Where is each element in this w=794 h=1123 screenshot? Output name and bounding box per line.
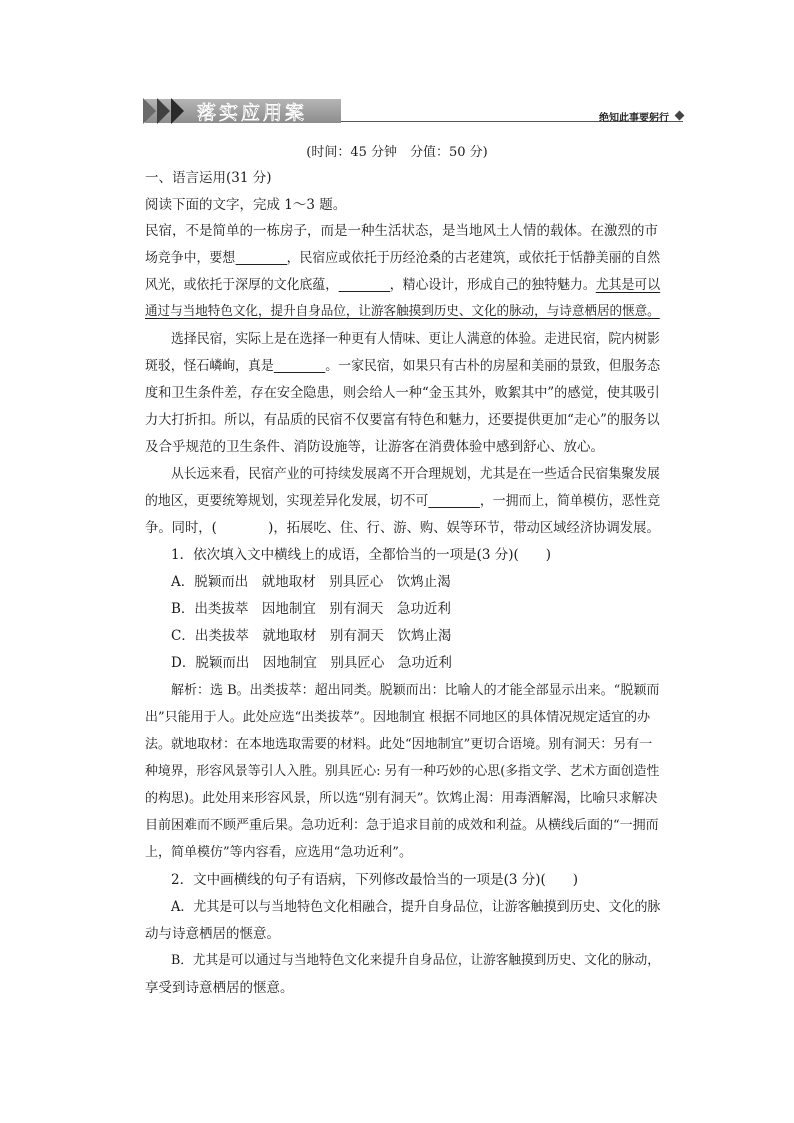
chevron-icon (171, 98, 184, 124)
question-1-option-b: B．出类拔萃 因地制宜 别有洞天 急功近利 (171, 601, 451, 617)
banner-title: 落实应用案 (197, 102, 308, 124)
passage-line (145, 222, 658, 240)
passage-text: 场竞争中，要想 (145, 250, 236, 266)
section-banner (145, 96, 683, 126)
passage-text: ，一拥而上，简单模仿，恶性竞 (479, 493, 661, 509)
analysis-line: 的构思)。此处用来形容风景，所以选“别有洞天”。饮鸩止渴：用毒酒解渴，比喻只求解决 (145, 791, 658, 806)
passage-text: 风光，或依托于深厚的文化底蕴， (145, 277, 339, 293)
analysis-line: 种境界，形容风景等引人入胜。别具匠心: 另有一种巧妙的心思(多指文学、艺术方面创造性 (145, 764, 660, 779)
passage-line (145, 249, 660, 267)
passage-line: 选择民宿，实际上是在选择一种更有人情味、更让人满意的体验。走进民宿，院内树影 (171, 331, 660, 347)
question-2-option-a-cont: 动与诗意栖居的惬意。 (145, 926, 280, 942)
chevron-icon (157, 98, 170, 124)
passage-line (145, 519, 660, 537)
section-heading: 一、语言运用(31 分) (145, 170, 272, 186)
passage-text: 斑驳，怪石嶙峋，真是 (145, 358, 274, 374)
underlined-sentence: 通过与当地特色文化，提升自身品位，让游客触摸到历史、文化的脉动，与诗意栖居的惬意。 (145, 304, 660, 319)
passage-text: ，民宿应或依托于历经沧桑的古老建筑，或依托于恬静美丽的自然 (286, 250, 661, 266)
chevron-icon (143, 98, 156, 124)
passage-line (145, 492, 660, 510)
passage-line (145, 276, 660, 294)
analysis-line: 解析：选 B。出类拔萃：超出同类。脱颖而出：比喻人的才能全部显示出来。“脱颖而 (171, 683, 660, 698)
passage-line: 度和卫生条件差，存在安全隐患，则会给人一种“金玉其外，败絮其中”的感觉，使其吸引 (145, 385, 660, 401)
banner-tagline: 绝知此事要躬行 (599, 113, 669, 124)
analysis-line: 出”只能用于人。此处应选“出类拔萃”。因地制宜 根据不同地区的具体情况规定适宜的办 (145, 710, 651, 725)
analysis-line: 上，简单模仿”等内容看，应选用“急功近利”。 (145, 845, 412, 860)
fill-blank (274, 358, 326, 373)
question-1-option-c: C．出类拔萃 就地取材 别有洞天 饮鸩止渴 (171, 628, 452, 644)
fill-blank (428, 493, 480, 508)
passage-line: 及合乎规范的卫生条件、消防设施等，让游客在消费体验中感到舒心、放心。 (145, 439, 604, 455)
analysis-line: 目前困难而不顾严重后果。急功近利：急于追求目前的成效和利益。从横线后面的“一拥而 (145, 818, 659, 833)
question-1-option-a: A．脱颖而出 就地取材 别具匠心 饮鸩止渴 (171, 574, 451, 590)
passage-text: 。一家民宿，如果只有古朴的房屋和美丽的景致，但服务态 (325, 358, 661, 374)
question-2-option-b: B．尤其是可以通过与当地特色文化来提升自身品位，让游客触摸到历史、文化的脉动， (171, 953, 660, 968)
passage-text: 民宿，不是简单的一栋房子，而是一种生活状态，是当地风土人情的载体。在激烈的市 (145, 223, 658, 239)
passage-text: )，拓展吃、住、行、游、购、娱等环节，带动区域经济协调发展。 (268, 520, 660, 536)
question-2-option-b-cont: 享受到诗意栖居的惬意。 (145, 980, 294, 996)
question-1-option-d: D．脱颖而出 因地制宜 别具匠心 急功近利 (171, 655, 452, 671)
question-2-option-a: A．尤其是可以与当地特色文化相融合，提升自身品位，让游客触摸到历史、文化的脉 (171, 899, 661, 915)
passage-line: 力大打折扣。所以，有品质的民宿不仅要富有特色和魅力，还要提供更加“走心”的服务以 (145, 412, 660, 428)
diamond-icon (675, 111, 685, 121)
passage-text: 的地区，更要统筹规划，实现差异化发展，切不可 (145, 493, 429, 509)
underlined-sentence: 尤其是可以 (595, 277, 661, 293)
question-2-stem: 2．文中画横线的句子有语病，下列修改最恰当的一项是(3 分)( ) (171, 872, 579, 888)
question-1-stem: 1．依次填入文中横线上的成语，全都恰当的一项是(3 分)( ) (171, 547, 552, 563)
time-score-line: (时间：45 分钟 分值：50 分) (306, 145, 488, 160)
passage-text: ，精心设计，形成自己的独特魅力。 (389, 277, 596, 293)
instruction: 阅读下面的文字，完成 1～3 题。 (145, 197, 347, 213)
analysis-line: 法。就地取材：在本地选取需要的材料。此处“因地制宜”更切合语境。别有洞天：另有一 (145, 737, 653, 752)
fill-blank (235, 250, 287, 265)
passage-line: 从长远来看，民宿产业的可持续发展离不开合理规划，尤其是在一些适合民宿集聚发展 (171, 466, 660, 482)
passage-line (145, 357, 660, 375)
passage-text: 争。同时，( (145, 520, 217, 536)
fill-blank (338, 277, 390, 292)
